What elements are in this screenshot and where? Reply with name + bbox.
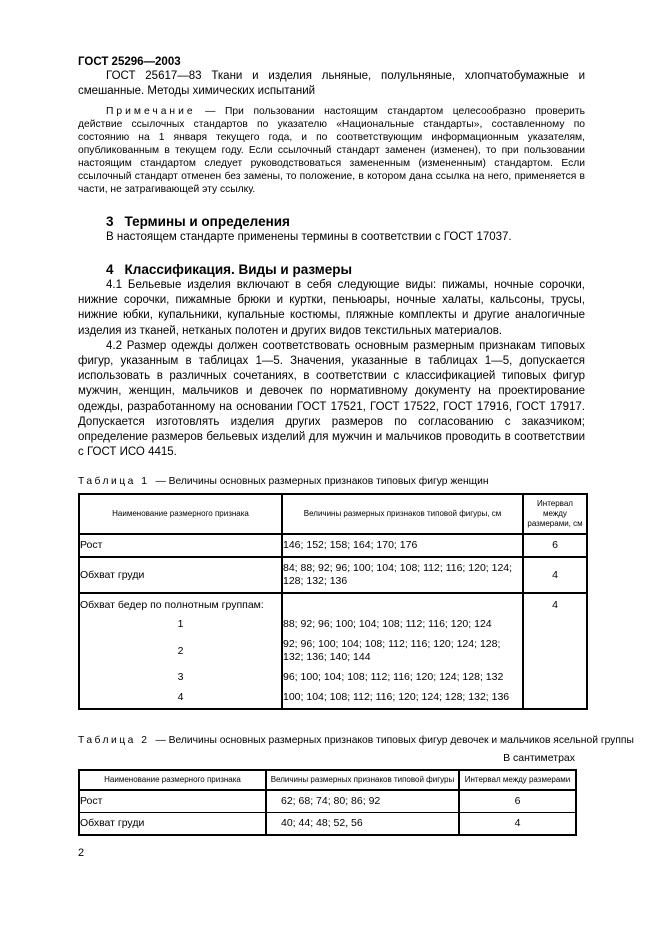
note-label: Примечание [106,106,196,118]
units-label: В сантиметрах [503,752,575,765]
table1-caption [78,475,585,488]
group-interval-empty [523,688,587,709]
row-interval: 4 [523,593,587,615]
table-row [79,534,587,557]
group-number: 1 [177,618,184,631]
section-4-number: 4 [106,261,114,277]
row-name: Обхват груди [79,813,266,836]
page-number: 2 [78,847,85,860]
table-row [79,790,576,813]
row-name: Рост [80,539,103,552]
table1-header-values: Величины размерных признаков типовой фигуры, см [282,494,523,534]
paragraph-4-1: 4.1 Бельевые изделия включают в себя следующие виды: пижамы, ночные сорочки, нижние сорочки, пижамные брюки и куртки, пеньюары, ночные халаты, кальсоны, трусы, нижние юбки, купальники, купальные костюмы, пляжные комплекты и другие аналогичные изделия из тканей, нетканых полотен и других видов текстильных материалов. [78,278,585,337]
group-values: 100; 104; 108; 112; 116; 120; 124; 128; 132; 136 [282,688,523,709]
group-values: 96; 100; 104; 108; 112; 116; 120; 124; 128; 132 [282,668,523,688]
row-name: Рост [80,795,103,808]
table2-header-name: Наименование размерного признака [79,770,266,790]
section-3-number: 3 [106,213,114,229]
table1-caption-label: Таблица 1 [78,476,150,488]
group-number: 3 [177,671,184,684]
table1-header-interval: Интервал между размерами, см [523,494,587,534]
group-values: 92; 96; 100; 104; 108; 112; 116; 120; 124; 128; 132; 136; 140; 144 [282,635,523,668]
row-interval: 4 [459,813,576,836]
table1 [78,493,588,710]
group-number: 2 [177,644,184,657]
table1-header-name: Наименование размерного признака [79,494,282,534]
table2-caption-label: Таблица 2 [78,735,150,747]
reference-paragraph: ГОСТ 25617—83 Ткани и изделия льняные, полульняные, хлопчатобумажные и смешанные. Методы химических испытаний [78,70,585,98]
section-4-title: Классификация. Виды и размеры [124,261,353,277]
row-values: 84; 88; 92; 96; 100; 104; 108; 112; 116; 120; 124; 128; 132; 136 [282,557,523,593]
row-name: Обхват груди [79,557,282,593]
section-4-heading [106,261,585,278]
group-number: 4 [177,691,184,704]
table-subrow [79,668,587,688]
row-interval: 6 [459,790,576,813]
row-values: 62; 68; 74; 80; 86; 92 [266,790,459,813]
group-values: 88; 92; 96; 100; 104; 108; 112; 116; 120; 124 [282,615,523,635]
row-name: Обхват бедер по полнотным группам: [79,593,282,615]
table2-header-interval: Интервал между размерами [459,770,576,790]
section-3-title: Термины и определения [124,213,290,229]
row-values: 40; 44; 48; 52, 56 [266,813,459,836]
paragraph-4-2: 4.2 Размер одежды должен соответствовать основным размерным признакам типовых фигур, указанным в таблицах 1—5. Значения, указанные в таблицах 1—5, допускается использовать в различных сочетаниях, в соответствии с классификацией типовых фигур мужчин, женщин, мальчиков и девочек по нормативному документу на проектирование одежды, разработанному на основании ГОСТ 17521, ГОСТ 17522, ГОСТ 17916, ГОСТ 17917. Допускается изготовлять изделия других размеров по согласованию с заказчиком; определение размеров бельевых изделий для мужчин и мальчиков проводить в соответствии с ГОСТ ИСО 4415. [78,339,585,459]
table-row [79,593,587,615]
table-subrow [79,688,587,709]
section-3-paragraph: В настоящем стандарте применены термины в соответствии с ГОСТ 17037. [106,230,512,243]
section-3-heading [106,213,585,230]
note-paragraph [78,106,585,196]
note-text: — При пользовании настоящим стандартом целесообразно проверить действие ссылочных стандартов по указателю «Национальные стандарты», составленному по состоянию на 1 января текущего года, и по соответствующим информационным указателям, опубликованным в текущем году. Если ссылочный стандарт заменен (изменен), то при пользовании настоящим стандартом следует руководствоваться замененным (измененным) стандартом. Если ссылочный стандарт отменен без замены, то положение, в котором дана ссылка на него, применяется в части, не затрагивающей эту ссылку. [78,106,585,195]
table-row [79,813,576,836]
table2-caption [78,734,634,747]
row-interval: 6 [523,534,587,557]
table2-header-values: Величины размерных признаков типовой фигуры [266,770,459,790]
table2 [78,769,577,836]
table-row [79,557,587,593]
running-header: ГОСТ 25296—2003 [78,56,181,68]
table1-header-row [79,494,587,534]
row-values-empty [282,593,523,615]
table-subrow [79,635,587,668]
table2-caption-text: — Величины основных размерных признаков типовых фигур девочек и мальчиков ясельной группы [155,735,634,747]
row-interval: 4 [523,557,587,593]
group-interval-empty [523,615,587,635]
group-interval-empty [523,668,587,688]
group-interval-empty [523,635,587,668]
table-subrow [79,615,587,635]
table2-header-row [79,770,576,790]
row-values: 146; 152; 158; 164; 170; 176 [282,534,523,557]
table1-caption-text: — Величины основных размерных признаков типовых фигур женщин [155,476,489,488]
